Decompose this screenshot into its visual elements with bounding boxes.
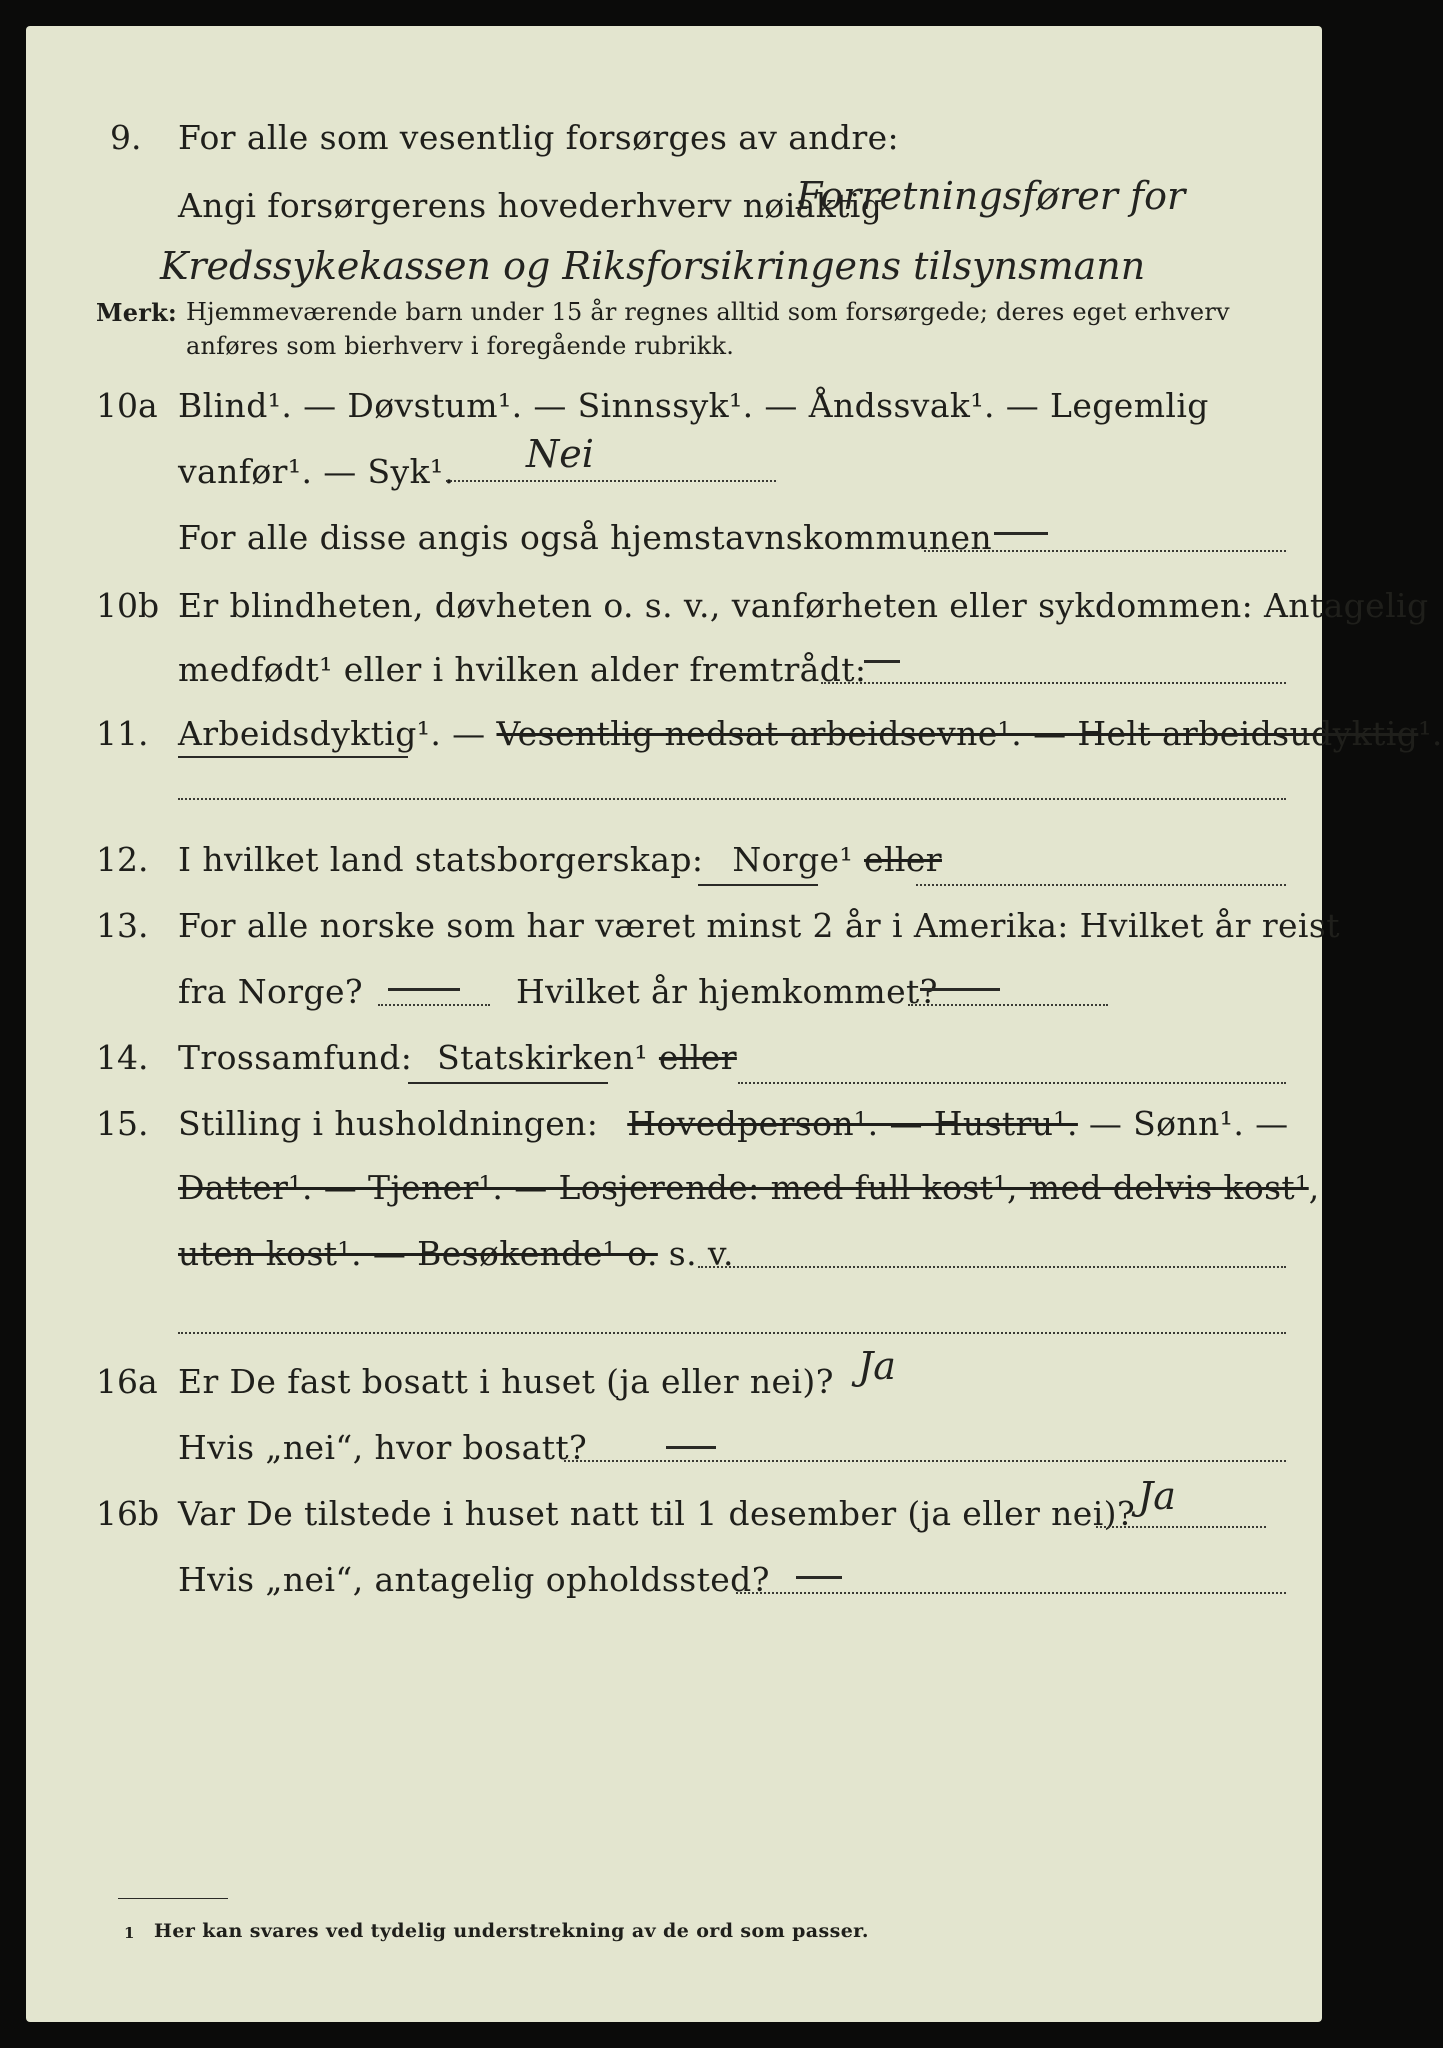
census-form-page <box>26 26 1443 2022</box>
q9-line2: Angi forsørgerens hovederhverv nøiaktig <box>178 186 883 225</box>
q10a-number: 10a <box>96 386 158 425</box>
q15-line3 <box>178 1234 734 1273</box>
q11-number: 11. <box>96 714 149 753</box>
q9-handwritten-answer-a: Forretningsfører for <box>796 174 1186 218</box>
q14-kept-text: Statskirken¹ <box>437 1038 649 1077</box>
q15-line2 <box>178 1168 1320 1207</box>
q12-line <box>178 840 942 879</box>
q15-answer-line-2 <box>178 1332 1286 1334</box>
q10b-number: 10b <box>96 586 160 625</box>
footnote-mark: 1 <box>124 1924 135 1942</box>
q10a-hometown-dash <box>994 532 1048 535</box>
q16a-handwritten-answer: Ja <box>858 1344 896 1388</box>
q14-text: Trossamfund: <box>178 1038 413 1077</box>
q9-number: 9. <box>110 118 142 157</box>
q13-return-dash <box>920 988 1000 991</box>
q15-struck-3: uten kost¹. — Besøkende¹ o. <box>178 1234 658 1273</box>
q11-underline <box>178 756 408 758</box>
q16b-line1: Var De tilstede i huset natt til 1 desember (ja eller nei)? <box>178 1494 1136 1533</box>
q15-line1 <box>178 1104 1289 1143</box>
q10b-answer-line <box>821 682 1286 684</box>
q11-tail: ¹. <box>1418 714 1443 753</box>
q15-answer-line-1 <box>698 1266 1286 1268</box>
q16a-line1: Er De fast bosatt i huset (ja eller nei)? <box>178 1362 834 1401</box>
q9-handwritten-answer-b: Kredssykekassen og Riksforsikringens tilsynsmann <box>160 244 1146 288</box>
q13-line2a: fra Norge? <box>178 972 364 1011</box>
q10b-line1: Er blindheten, døvheten o. s. v., vanførheten eller sykdommen: Antagelig <box>178 586 1429 625</box>
q12-struck-text: eller <box>864 840 942 879</box>
q14-struck-text: eller <box>658 1038 737 1077</box>
q10a-line1: Blind¹. — Døvstum¹. — Sinnssyk¹. — Åndssvak¹. — Legemlig <box>178 386 1209 425</box>
q12-underline <box>698 884 818 886</box>
q12-kept-text: Norge¹ <box>732 840 854 879</box>
merk-label: Merk: <box>96 298 177 327</box>
q13-number: 13. <box>96 906 149 945</box>
q14-line <box>178 1038 737 1077</box>
q12-number: 12. <box>96 840 149 879</box>
q10a-handwritten-answer: Nei <box>526 432 594 476</box>
q15-struck-1: Hovedperson¹. — Hustru¹. <box>627 1104 1078 1143</box>
q10a-answer-line <box>446 480 776 482</box>
footnote-separator <box>118 1898 228 1899</box>
q16b-location-dash <box>796 1576 842 1579</box>
q16a-number: 16a <box>96 1362 158 1401</box>
q13-departure-dash <box>388 988 460 991</box>
q11-kept-text: Arbeidsdyktig¹. — <box>178 714 486 753</box>
q16a-answer-line <box>564 1460 1286 1462</box>
q16b-number: 16b <box>96 1494 160 1533</box>
q12-answer-line <box>916 884 1286 886</box>
q11-answer-line <box>178 798 1286 800</box>
q16a-answer-dash <box>666 1446 716 1449</box>
merk-line1: Hjemmeværende barn under 15 år regnes alltid som forsørgede; deres eget erhverv <box>186 298 1230 326</box>
q16b-answer-line <box>1096 1526 1266 1528</box>
q16b-location-line <box>736 1592 1286 1594</box>
q14-number: 14. <box>96 1038 149 1077</box>
q15-kept-1: — Sønn¹. — <box>1088 1104 1289 1143</box>
q12-text: I hvilket land statsborgerskap: <box>178 840 704 879</box>
q14-underline <box>408 1082 608 1084</box>
q11-line <box>178 714 1443 753</box>
q16a-line2: Hvis „nei“, hvor bosatt? <box>178 1428 588 1467</box>
footnote-text: Her kan svares ved tydelig understrekning av de ord som passer. <box>154 1920 869 1942</box>
q15-text: Stilling i husholdningen: <box>178 1104 599 1143</box>
q15-struck-2: Datter¹. — Tjener¹. — Losjerende: med full kost¹, med delvis kost¹ <box>178 1168 1309 1207</box>
q16b-handwritten-answer: Ja <box>1138 1474 1176 1518</box>
q15-kept-3: s. v. <box>668 1234 734 1273</box>
q13-line2b: Hvilket år hjemkommet? <box>516 972 938 1011</box>
q10a-hometown-line <box>924 550 1286 552</box>
q11-struck-text: Vesentlig nedsat arbeidsevne¹. — Helt arbeidsudyktig <box>496 714 1419 753</box>
q10a-line3: For alle disse angis også hjemstavnskommunen <box>178 518 993 557</box>
q15-number: 15. <box>96 1104 149 1143</box>
q14-answer-line <box>738 1082 1286 1084</box>
q13-departure-line <box>378 1004 490 1006</box>
q15-comma: , <box>1308 1168 1320 1207</box>
merk-line2: anføres som bierhverv i foregående rubrikk. <box>186 332 735 360</box>
q16b-line2: Hvis „nei“, antagelig opholdssted? <box>178 1560 770 1599</box>
q10b-line2: medfødt¹ eller i hvilken alder fremtrådt: <box>178 650 867 689</box>
q10a-line2: vanfør¹. — Syk¹. <box>178 452 455 491</box>
q13-line1: For alle norske som har været minst 2 år i Amerika: Hvilket år reist <box>178 906 1340 945</box>
q13-return-line <box>908 1004 1108 1006</box>
q10b-answer-dash <box>864 660 900 663</box>
q9-line1: For alle som vesentlig forsørges av andre: <box>178 118 900 157</box>
